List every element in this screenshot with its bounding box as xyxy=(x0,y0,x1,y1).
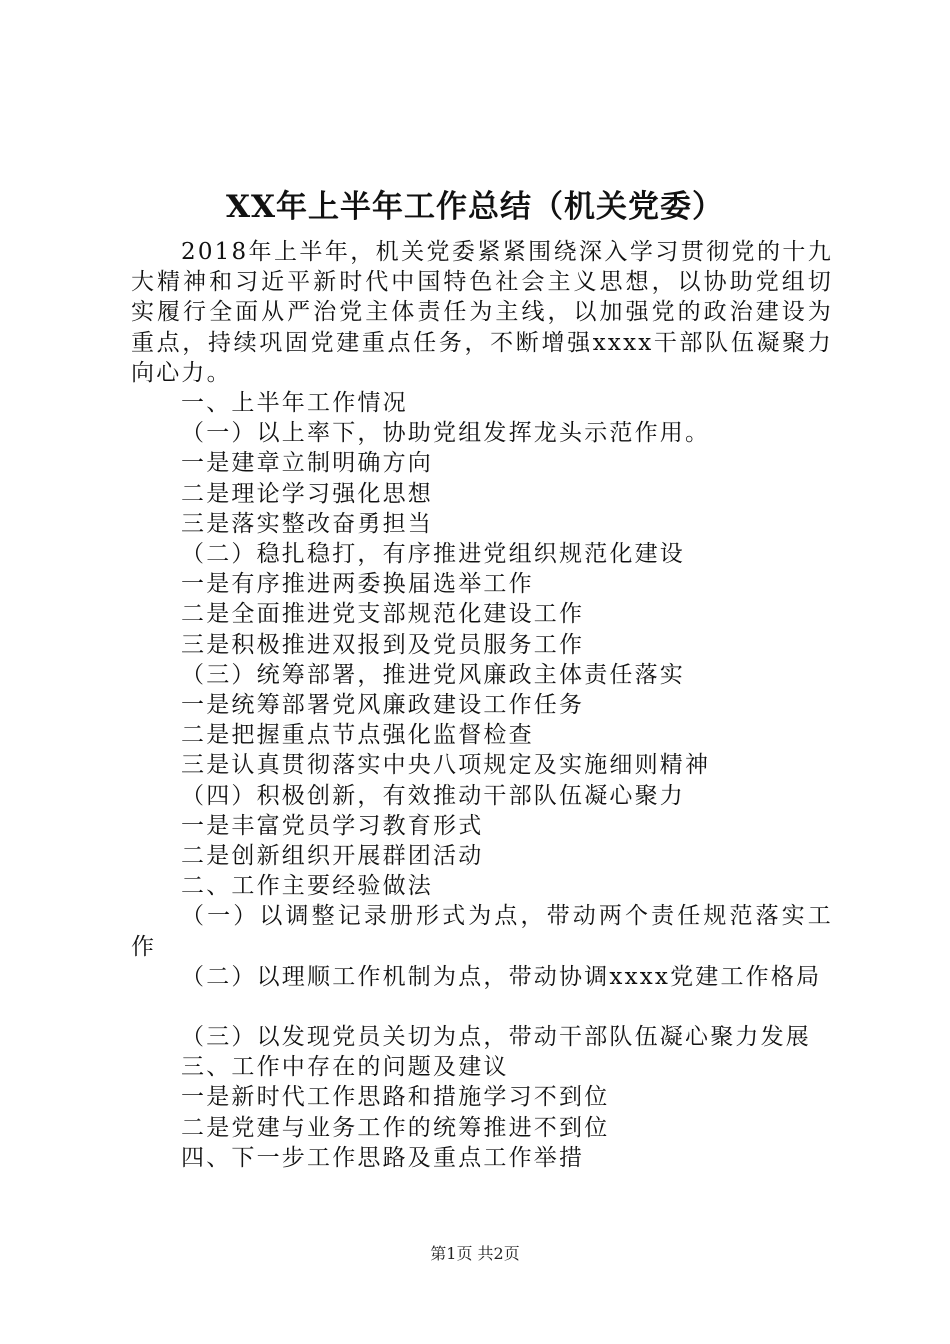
list-item: 一是有序推进两委换届选举工作 xyxy=(181,571,534,598)
list-item: 一是统筹部署党风廉政建设工作任务 xyxy=(181,692,585,719)
subsection-heading: （三）以发现党员关切为点，带动干部队伍凝心聚力发展 xyxy=(181,1024,811,1051)
list-item: 三是积极推进双报到及党员服务工作 xyxy=(181,631,585,658)
list-item: 二是理论学习强化思想 xyxy=(181,480,433,507)
section-heading: 二、工作主要经验做法 xyxy=(181,873,433,900)
document-title: XX年上半年工作总结（机关党委） xyxy=(225,189,725,225)
subsection-heading: （三）统筹部署，推进党风廉政主体责任落实 xyxy=(181,661,685,688)
section-heading: 四、下一步工作思路及重点工作举措 xyxy=(181,1144,585,1171)
subsection-heading: （二）稳扎稳打，有序推进党组织规范化建设 xyxy=(181,541,685,568)
intro-paragraph: 2018年上半年，机关党委紧紧围绕深入学习贯彻党的十九大精神和习近平新时代中国特色社会主义思想，以协助党组切实履行全面从严治党主体责任为主线，以加强党的政治建设为重点，持续巩固党建重点任务，不断增强xxxx干部队伍凝聚力向心力。 xyxy=(131,239,833,386)
list-item: 三是落实整改奋勇担当 xyxy=(181,510,433,537)
section-heading: 一、上半年工作情况 xyxy=(181,390,408,417)
list-item: 二是把握重点节点强化监督检查 xyxy=(181,722,534,749)
section-heading: 三、工作中存在的问题及建议 xyxy=(181,1054,509,1081)
subsection-heading: （四）积极创新，有效推动干部队伍凝心聚力 xyxy=(181,782,685,809)
document-body xyxy=(131,237,833,1173)
subsection-heading: （二）以理顺工作机制为点，带动协调xxxx党建工作格局 xyxy=(181,963,822,990)
list-item: 二是党建与业务工作的统筹推进不到位 xyxy=(181,1114,610,1141)
list-item: 一是丰富党员学习教育形式 xyxy=(181,812,484,839)
subsection-heading: （一）以上率下，协助党组发挥龙头示范作用。 xyxy=(181,420,711,447)
subsection-heading: （一）以调整记录册形式为点，带动两个责任规范落实工作 xyxy=(131,903,833,960)
list-item: 三是认真贯彻落实中央八项规定及实施细则精神 xyxy=(181,752,711,779)
list-item: 一是新时代工作思路和措施学习不到位 xyxy=(181,1084,610,1111)
list-item: 二是创新组织开展群团活动 xyxy=(181,843,484,870)
list-item: 二是全面推进党支部规范化建设工作 xyxy=(181,601,585,628)
page-footer: 第1页 共2页 xyxy=(430,1244,520,1263)
list-item: 一是建章立制明确方向 xyxy=(181,450,433,477)
